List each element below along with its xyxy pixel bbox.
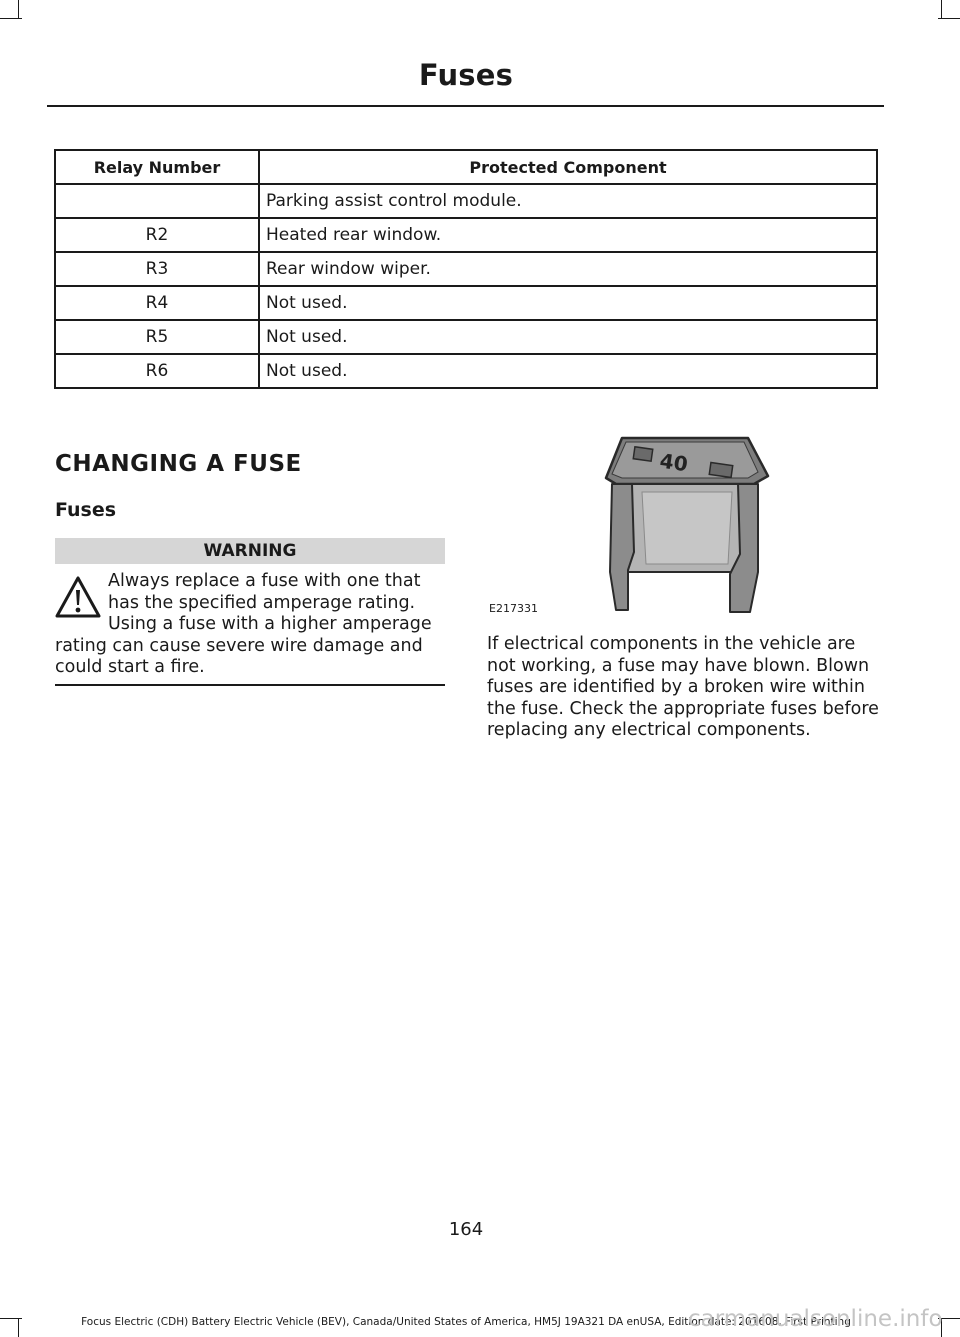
page-number: 164 bbox=[448, 1219, 484, 1240]
footer-edition-text: Focus Electric (CDH) Battery Electric Vehicle (BEV), Canada/United States of America, HM5J 19A321 DA enUSA, Edition date: 201608, First Printing bbox=[81, 1316, 851, 1328]
body-paragraph: If electrical components in the vehicle are not working, a fuse may have blown. Blown fuses are identified by a broken wire within the fuse. Check the appropriate fuses before replacing any electrical components. bbox=[487, 634, 879, 740]
fuse-amperage-label: 40 bbox=[658, 448, 690, 477]
table-row bbox=[55, 354, 877, 388]
column-header-protected-component: Protected Component bbox=[259, 150, 877, 184]
fuse-illustration bbox=[598, 432, 774, 616]
protected-component-cell: Not used. bbox=[259, 320, 877, 354]
section-heading: CHANGING A FUSE bbox=[55, 451, 302, 477]
crop-mark-top-left bbox=[0, 18, 22, 19]
table-row bbox=[55, 218, 877, 252]
table-row bbox=[55, 184, 877, 218]
table-row bbox=[55, 286, 877, 320]
protected-component-cell: Heated rear window. bbox=[259, 218, 877, 252]
table-header-row bbox=[55, 150, 877, 184]
relay-number-cell bbox=[55, 184, 259, 218]
subsection-heading: Fuses bbox=[55, 499, 117, 521]
warning-text-block bbox=[55, 571, 447, 679]
page-title: Fuses bbox=[418, 58, 514, 92]
protected-component-cell: Not used. bbox=[259, 354, 877, 388]
watermark: carmanualsonline.info bbox=[688, 1306, 943, 1332]
relay-number-cell: R3 bbox=[55, 252, 259, 286]
relay-table bbox=[54, 149, 878, 389]
crop-mark-top-right-vertical bbox=[941, 0, 942, 18]
relay-number-cell: R4 bbox=[55, 286, 259, 320]
figure-code: E217331 bbox=[489, 602, 538, 615]
warning-text: Always replace a fuse with one that has the specified amperage rating. Using a fuse with a higher amperage rating can cause severe wire damage and could start a fire. bbox=[55, 571, 432, 677]
warning-label: WARNING bbox=[55, 538, 445, 564]
relay-number-cell: R2 bbox=[55, 218, 259, 252]
relay-number-cell: R6 bbox=[55, 354, 259, 388]
protected-component-cell: Parking assist control module. bbox=[259, 184, 877, 218]
warning-triangle-icon bbox=[55, 575, 101, 619]
table-row bbox=[55, 320, 877, 354]
protected-component-cell: Rear window wiper. bbox=[259, 252, 877, 286]
header-divider bbox=[47, 105, 884, 107]
column-header-relay-number: Relay Number bbox=[55, 150, 259, 184]
warning-divider bbox=[55, 684, 445, 686]
crop-mark-top-right bbox=[938, 18, 960, 19]
protected-component-cell: Not used. bbox=[259, 286, 877, 320]
table-row bbox=[55, 252, 877, 286]
crop-mark-top-left-vertical bbox=[18, 0, 19, 18]
relay-number-cell: R5 bbox=[55, 320, 259, 354]
